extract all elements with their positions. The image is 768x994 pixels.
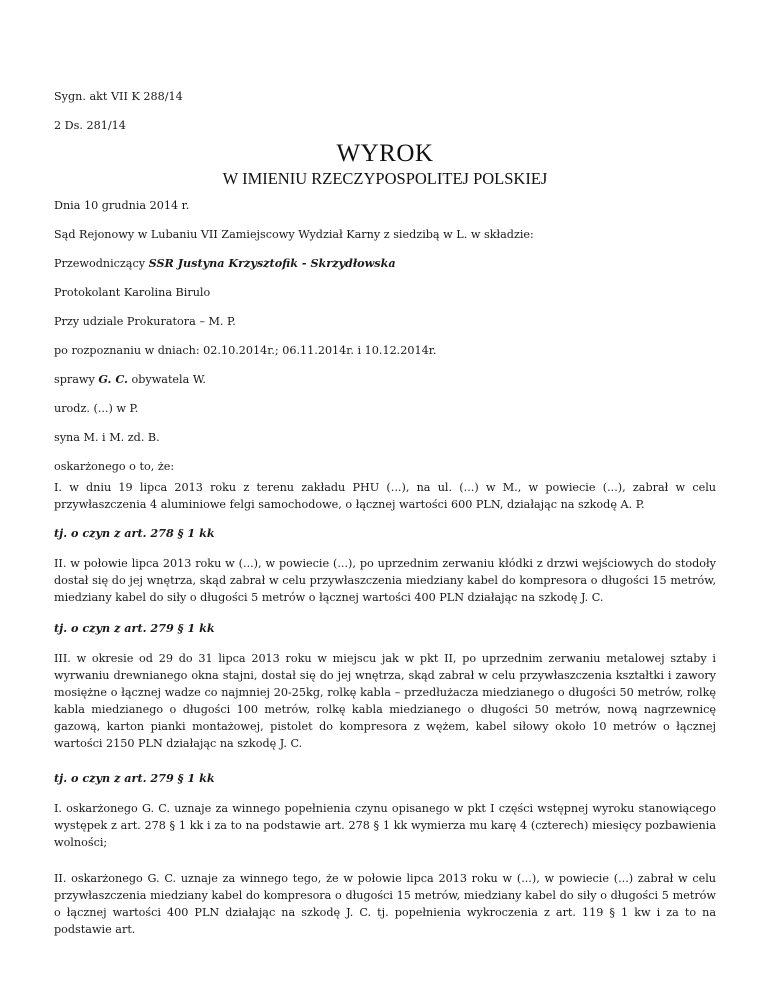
hearing-dates: po rozpoznaniu w dniach: 02.10.2014r.; 06.11.2014r. i 10.12.2014r. xyxy=(54,344,437,357)
prosecutor-line: Przy udziale Prokuratora – M. P. xyxy=(54,315,236,328)
born-line: urodz. (...) w P. xyxy=(54,402,139,415)
charge-3-qualification: tj. o czyn z art. 279 § 1 kk xyxy=(54,771,215,785)
date-line: Dnia 10 grudnia 2014 r. xyxy=(54,199,190,212)
charge-3-text: III. w okresie od 29 do 31 lipca 2013 roku w miejscu jak w pkt II, po uprzednim zerwaniu metalowej sztaby i wyrwaniu drewnianego okna stajni, dostał się do jej wnętrza, skąd zabrał w celu przywłaszczenia kształtki i zawory mosiężne o łącznej wadze co najmniej 20-25kg, rolkę kabla – przedłużacza miedzianego o długości 50 metrów, rolkę kabla miedzianego o długości 100 metrów, rolkę kabla miedzianego o długości 50 metrów, nową nagrzewnicę gazową, karton pianki montażowej, pistolet do kompresora z wężem, kabel siłowy około 10 metrów o łącznej wartości 2150 PLN działając na szkodę J. C. xyxy=(54,652,716,750)
accused-line: oskarżonego o to, że: xyxy=(54,460,175,473)
charge-2-qualification: tj. o czyn z art. 279 § 1 kk xyxy=(54,621,215,635)
case-of-prefix: sprawy xyxy=(54,373,99,386)
clerk-line: Protokolant Karolina Birulo xyxy=(54,286,211,299)
charge-1-qualification: tj. o czyn z art. 278 § 1 kk xyxy=(54,526,215,540)
case-of-suffix: obywatela W. xyxy=(127,373,206,386)
charge-2-text: II. w połowie lipca 2013 roku w (...), w powiecie (...), po uprzednim zerwaniu kłódki z drzwi wejściowych do stodoły dostał się do jej wnętrza, skąd zabrał w celu przywłaszczenia miedziany kabel do kompresora o długości 15 metrów, miedziany kabel do siły o długości 5 metrów o łącznej wartości 400 PLN działając na szkodę J. C. xyxy=(54,557,716,604)
presiding-name: SSR Justyna Krzysztofik - Skrzydłowska xyxy=(148,256,396,270)
verdict-point-1: I. oskarżonego G. C. uznaje za winnego popełnienia czynu opisanego w pkt I części wstępnej wyroku stanowiącego występek z art. 278 § 1 kk i za to na podstawie art. 278 § 1 kk wymierza mu karę 4 (czterech) miesięcy pozbawienia wolności; xyxy=(54,802,716,849)
ds-number: 2 Ds. 281/14 xyxy=(54,119,126,132)
charge-1-text: I. w dniu 19 lipca 2013 roku z terenu zakładu PHU (...), na ul. (...) w M., w powiecie (...), zabrał w celu przywłaszczenia 4 aluminiowe felgi samochodowe, o łącznej wartości 600 PLN, działając na szkodę A. P. xyxy=(54,481,716,511)
case-of-line xyxy=(54,371,716,388)
document-subtitle: W IMIENIU RZECZYPOSPOLITEJ POLSKIEJ xyxy=(222,169,548,188)
accused-name: G. C. xyxy=(98,372,128,386)
court-line: Sąd Rejonowy w Lubaniu VII Zamiejscowy Wydział Karny z siedzibą w L. w składzie: xyxy=(54,228,534,241)
presiding-label: Przewodniczący xyxy=(54,257,149,270)
presiding-judge-line xyxy=(54,255,716,272)
son-of-line: syna M. i M. zd. B. xyxy=(54,431,160,444)
case-number: Sygn. akt VII K 288/14 xyxy=(54,90,183,103)
verdict-point-2: II. oskarżonego G. C. uznaje za winnego tego, że w połowie lipca 2013 roku w (...), w powiecie (...) zabrał w celu przywłaszczenia miedziany kabel do kompresora o długości 15 metrów, miedziany kabel do siły o długości 5 metrów o łącznej wartości 400 PLN działając na szkodę J. C. tj. popełnienia wykroczenia z art. 119 § 1 kw i za to na podstawie art. xyxy=(54,872,716,936)
document-title: WYROK xyxy=(336,140,434,167)
